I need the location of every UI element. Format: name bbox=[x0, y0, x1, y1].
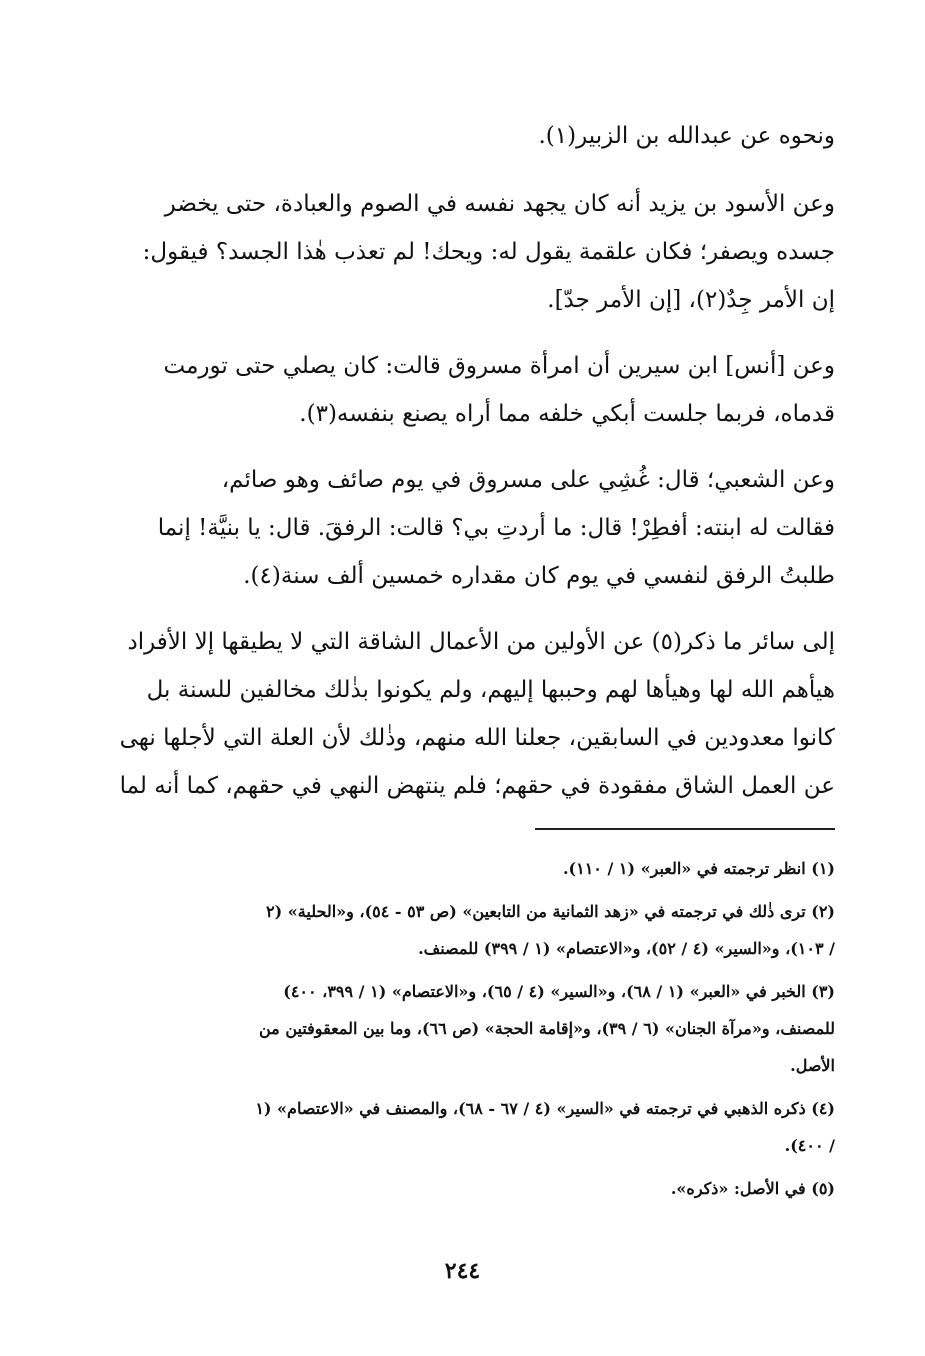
footnote-divider bbox=[535, 828, 835, 830]
footnote-line: (٤) ذكره الذهبي في ترجمته في «السير» (٤ / ٦٧ - ٦٨)، والمصنف في «الاعتصام» (١ bbox=[255, 1099, 835, 1118]
text-line: طلبتُ الرفق لنفسي في يوم كان مقداره خمسين ألف سنة(٤). bbox=[243, 563, 835, 589]
paragraph bbox=[100, 342, 835, 438]
text-line: ونحوه عن عبدالله بن الزبير(١). bbox=[538, 123, 835, 149]
text-line: عن العمل الشاق مفقودة في حقهم؛ فلم ينتهض النهي في حقهم، كما أنه لما bbox=[119, 773, 835, 799]
footnote bbox=[100, 973, 835, 1084]
text-line: فقالت له ابنته: أفطِرْ! قال: ما أردتِ بي؟ قالت: الرفقَ. قال: يا بنيَّة! إنما bbox=[157, 515, 835, 541]
paragraph bbox=[100, 180, 835, 324]
footnote-line: (١) انظر ترجمته في «العبر» (١ / ١١٠). bbox=[562, 859, 835, 878]
footnote-line: الأصل. bbox=[790, 1056, 835, 1075]
footnote bbox=[100, 1090, 835, 1164]
footnote bbox=[100, 850, 835, 887]
footnote-line: (٥) في الأصل: «ذكره». bbox=[670, 1179, 835, 1198]
footnote-line: (٣) الخبر في «العبر» (١ / ٦٨)، و«السير» (٤ / ٦٥)، و«الاعتصام» (١ / ٣٩٩، ٤٠٠) bbox=[283, 982, 835, 1001]
footnote-line: للمصنف، و«مرآة الجنان» (٦ / ٣٩)، و«إقامة الحجة» (ص ٦٦)، وما بين المعقوفتين من bbox=[259, 1019, 835, 1038]
text-line: إن الأمر جِدٌ(٢)، [إن الأمر جدّ]. bbox=[547, 287, 835, 313]
text-line: إلى سائر ما ذكر(٥) عن الأولين من الأعمال الشاقة التي لا يطيقها إلا الأفراد bbox=[127, 629, 835, 655]
text-line: قدماه، فربما جلست أبكي خلفه مما أراه يصنع بنفسه(٣). bbox=[299, 401, 835, 427]
footnotes bbox=[100, 850, 835, 1207]
footnote-line: / ٤٠٠). bbox=[784, 1136, 835, 1155]
paragraph bbox=[100, 112, 835, 160]
text-line: وعن الشعبي؛ قال: غُشِي على مسروق في يوم صائف وهو صائم، bbox=[221, 467, 835, 493]
footnote-line: / ١٠٣)، و«السير» (٤ / ٥٢)، و«الاعتصام» (١ / ٣٩٩) للمصنف. bbox=[418, 939, 835, 958]
paragraph bbox=[100, 618, 835, 810]
text-line: وعن [أنس] ابن سيرين أن امرأة مسروق قالت: كان يصلي حتى تورمت bbox=[163, 353, 835, 379]
body-text bbox=[100, 112, 835, 810]
text-line: وعن الأسود بن يزيد أنه كان يجهد نفسه في الصوم والعبادة، حتى يخضر bbox=[164, 191, 835, 217]
paragraph bbox=[100, 456, 835, 600]
text-line: هيأهم الله لها وهيأها لهم وحببها إليهم، ولم يكونوا بذٰلك مخالفين للسنة بل bbox=[146, 677, 835, 703]
page-number: ٢٤٤ bbox=[444, 1258, 481, 1284]
footnote-line: (٢) ترى ذٰلك في ترجمته في «زهد الثمانية من التابعين» (ص ٥٣ - ٥٤)، و«الحلية» (٢ bbox=[266, 902, 835, 921]
footnote bbox=[100, 1170, 835, 1207]
text-line: جسده ويصفر؛ فكان علقمة يقول له: ويحك! لم تعذب هٰذا الجسد؟ فيقول: bbox=[142, 239, 835, 265]
text-line: كانوا معدودين في السابقين، جعلنا الله منهم، وذٰلك لأن العلة التي لأجلها نهى bbox=[119, 725, 835, 751]
footnote bbox=[100, 893, 835, 967]
